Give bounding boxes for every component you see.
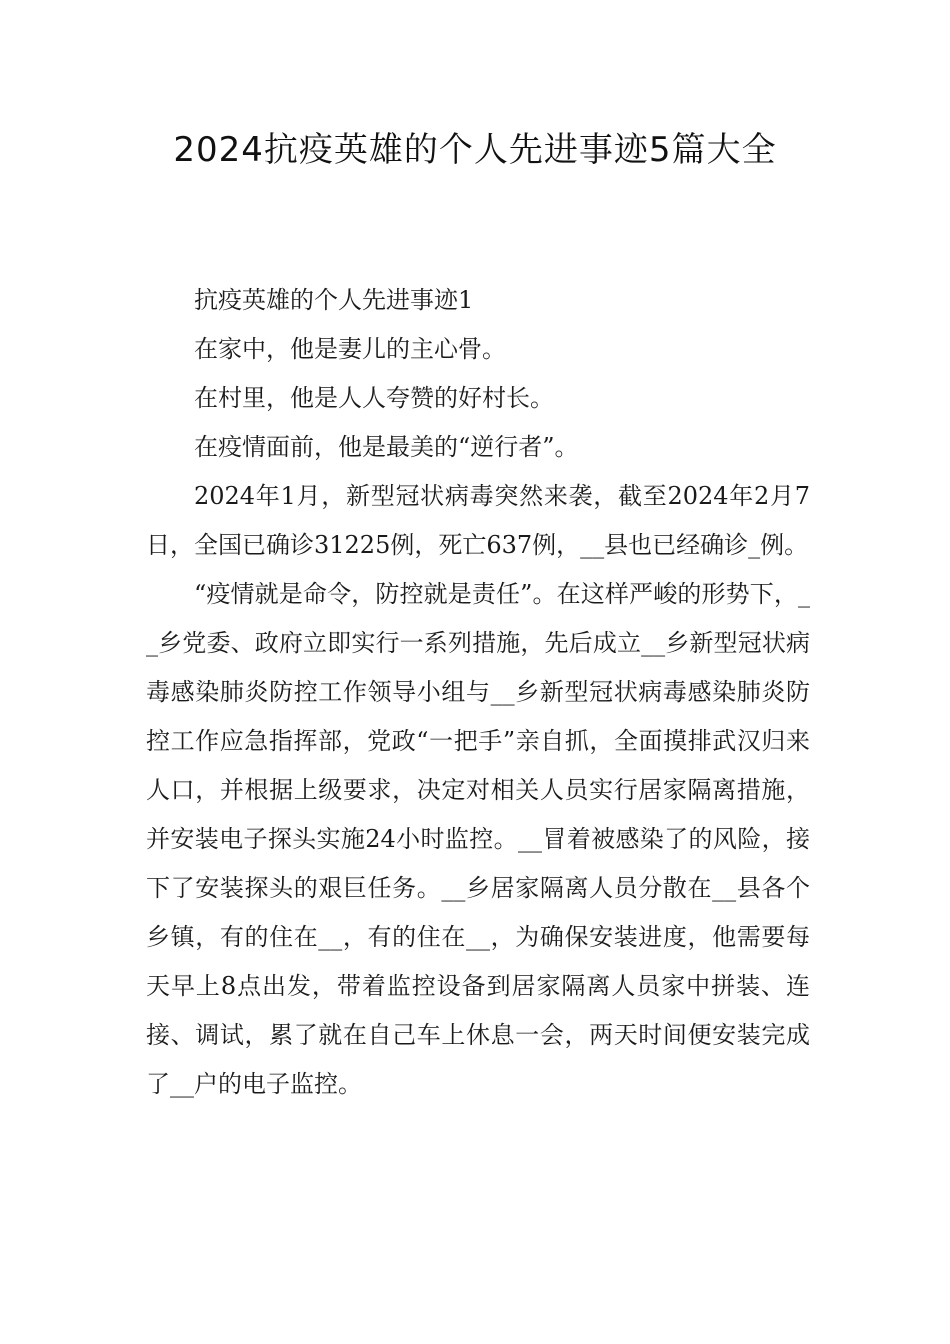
document-body — [146, 276, 810, 1109]
paragraph: 在村里，他是人人夸赞的好村长。 — [194, 384, 554, 412]
paragraph: 2024年1月，新型冠状病毒突然来袭，截至2024年2月7日，全国已确诊31225例，死亡637例，__县也已经确诊_例。 — [146, 482, 810, 559]
paragraph: “疫情就是命令，防控就是责任”。在这样严峻的形势下，__乡党委、政府立即实行一系列措施，先后成立__乡新型冠状病毒感染肺炎防控工作领导小组与__乡新型冠状病毒感染肺炎防控工作应急指挥部，党政“一把手”亲自抓，全面摸排武汉归来人口，并根据上级要求，决定对相关人员实行居家隔离措施，并安装电子探头实施24小时监控。__冒着被感染了的风险，接下了安装探头的艰巨任务。__乡居家隔离人员分散在__县各个乡镇，有的住在__，有的住在__，为确保安装进度，他需要每天早上8点出发，带着监控设备到居家隔离人员家中拼装、连接、调试，累了就在自己车上休息一会，两天时间便安装完成了__户的电子监控。 — [146, 580, 810, 1098]
paragraph-heading: 抗疫英雄的个人先进事迹1 — [194, 286, 474, 314]
document-title: 2024抗疫英雄的个人先进事迹5篇大全 — [173, 130, 777, 170]
paragraph: 在疫情面前，他是最美的“逆行者”。 — [194, 433, 579, 461]
paragraph: 在家中，他是妻儿的主心骨。 — [194, 335, 506, 363]
